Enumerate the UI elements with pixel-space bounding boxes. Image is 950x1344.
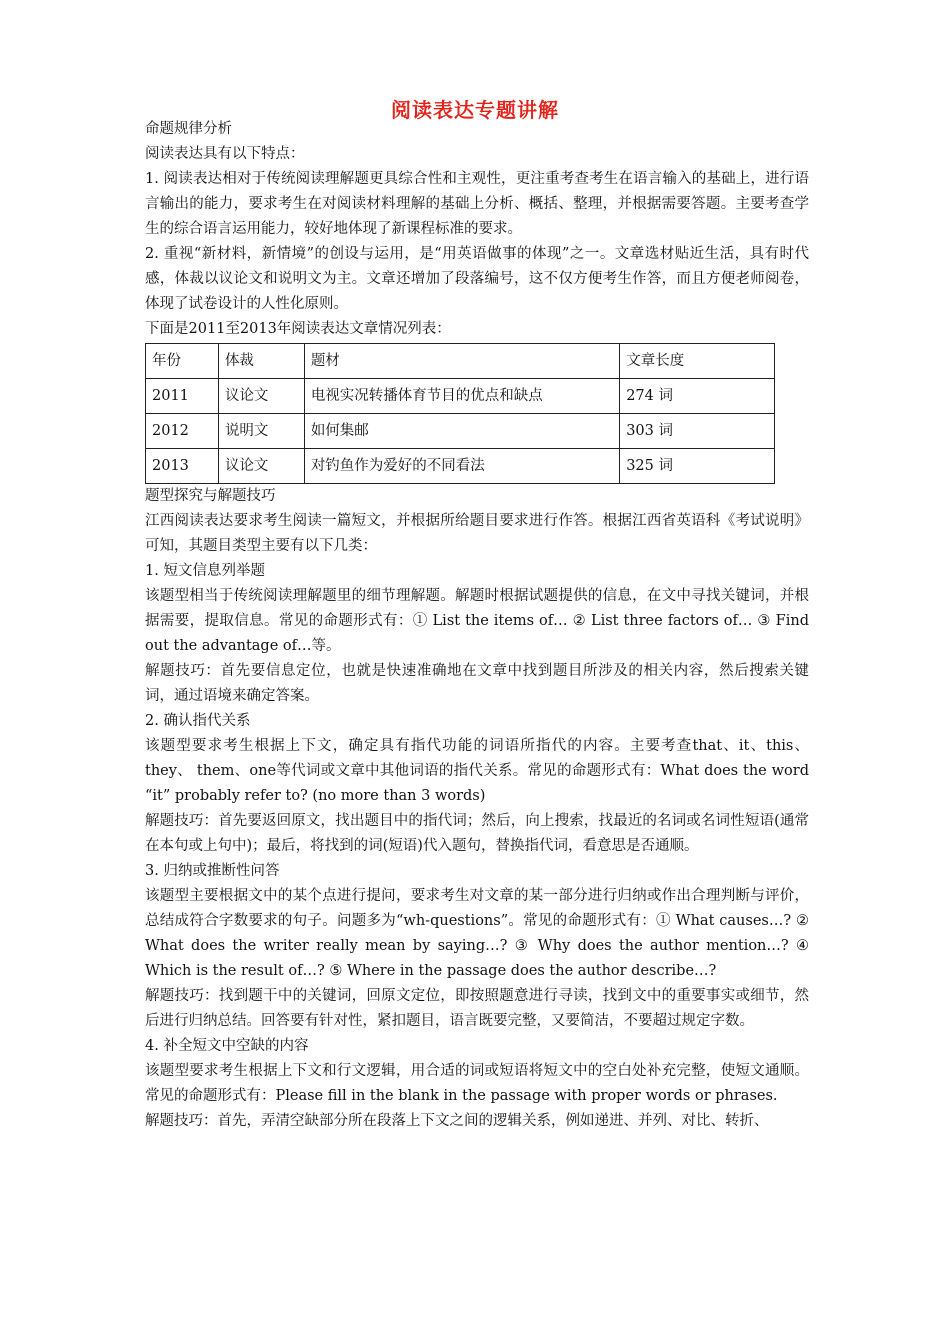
table-cell: 2011 bbox=[146, 379, 219, 414]
table-cell: 303 词 bbox=[620, 414, 775, 449]
section-heading: 题型探究与解题技巧 bbox=[145, 488, 276, 504]
table-cell: 274 词 bbox=[620, 379, 775, 414]
paragraph: 阅读表达具有以下特点： bbox=[145, 146, 305, 162]
table-row bbox=[146, 449, 775, 484]
type-tips: 解题技巧：找到题干中的关键词，回原文定位，即按照题意进行寻读，找到文中的重要事实或细节，然后进行归纳总结。回答要有针对性，紧扣题目，语言既要完整，又要简洁，不要超过规定字数。 bbox=[145, 988, 809, 1029]
table-cell: 说明文 bbox=[218, 414, 304, 449]
table-cell: 325 词 bbox=[620, 449, 775, 484]
table-cell: 2012 bbox=[146, 414, 219, 449]
table-row bbox=[146, 379, 775, 414]
type-description: 该题型相当于传统阅读理解题里的细节理解题。解题时根据试题提供的信息，在文中寻找关键词，并根据需要，提取信息。常见的命题形式有：① List the items of… ② List three factors of… ③ Find out the advantage of…等。 bbox=[145, 588, 809, 654]
paragraph: 2. 重视“新材料，新情境”的创设与运用，是“用英语做事的体现”之一。文章选材贴近生活，具有时代感，体裁以议论文和说明文为主。文章还增加了段落编号，这不仅方便考生作答，而且方便老师阅卷，体现了试卷设计的人性化原则。 bbox=[145, 246, 809, 312]
table-cell: 议论文 bbox=[218, 379, 304, 414]
page-title: 阅读表达专题讲解 bbox=[391, 98, 559, 122]
table-caption: 下面是2011至2013年阅读表达文章情况列表： bbox=[145, 321, 451, 337]
type-heading: 1. 短文信息列举题 bbox=[145, 563, 265, 579]
paragraph: 江西阅读表达要求考生阅读一篇短文，并根据所给题目要求进行作答。根据江西省英语科《考试说明》可知，其题目类型主要有以下几类： bbox=[145, 513, 809, 554]
type-tips: 解题技巧：首先要信息定位，也就是快速准确地在文章中找到题目所涉及的相关内容，然后搜索关键词，通过语境来确定答案。 bbox=[145, 663, 809, 704]
table-header-cell: 年份 bbox=[146, 344, 219, 379]
type-heading: 3. 归纳或推断性问答 bbox=[145, 863, 280, 879]
table-header-cell: 题材 bbox=[304, 344, 619, 379]
document-body bbox=[145, 117, 809, 1134]
article-table bbox=[145, 343, 775, 484]
table-header-row bbox=[146, 344, 775, 379]
type-description: 该题型要求考生根据上下文和行文逻辑，用合适的词或短语将短文中的空白处补充完整，使短文通顺。常见的命题形式有：Please fill in the blank in the passage with proper words or phrases. bbox=[145, 1063, 809, 1104]
paragraph: 1. 阅读表达相对于传统阅读理解题更具综合性和主观性，更注重考查考生在语言输入的基础上，进行语言输出的能力，要求考生在对阅读材料理解的基础上分析、概括、整理，并根据需要答题。主要考查学生的综合语言运用能力，较好地体现了新课程标准的要求。 bbox=[145, 171, 809, 237]
section-heading: 命题规律分析 bbox=[145, 121, 232, 137]
table-header-cell: 体裁 bbox=[218, 344, 304, 379]
type-tips: 解题技巧：首先要返回原文，找出题目中的指代词；然后，向上搜索，找最近的名词或名词性短语(通常在本句或上句中)；最后，将找到的词(短语)代入题句，替换指代词，看意思是否通顺。 bbox=[145, 813, 809, 854]
table-header-cell: 文章长度 bbox=[620, 344, 775, 379]
table-row bbox=[146, 414, 775, 449]
type-heading: 2. 确认指代关系 bbox=[145, 713, 251, 729]
table-cell: 电视实况转播体育节目的优点和缺点 bbox=[304, 379, 619, 414]
type-description: 该题型主要根据文中的某个点进行提问，要求考生对文章的某一部分进行归纳或作出合理判断与评价，总结成符合字数要求的句子。问题多为“wh-questions”。常见的命题形式有：① What causes…? ② What does the writer really mean by saying…? ③ Why does the author mention…? ④ Which is the result of…? ⑤ Where in the passage does the author describe…? bbox=[145, 888, 809, 979]
table-cell: 2013 bbox=[146, 449, 219, 484]
type-tips: 解题技巧：首先，弄清空缺部分所在段落上下文之间的逻辑关系，例如递进、并列、对比、转折、 bbox=[145, 1113, 769, 1129]
table-cell: 对钓鱼作为爱好的不同看法 bbox=[304, 449, 619, 484]
type-heading: 4. 补全短文中空缺的内容 bbox=[145, 1038, 309, 1054]
table-cell: 议论文 bbox=[218, 449, 304, 484]
table-cell: 如何集邮 bbox=[304, 414, 619, 449]
type-description: 该题型要求考生根据上下文，确定具有指代功能的词语所指代的内容。主要考查that、it、this、they、 them、one等代词或文章中其他词语的指代关系。常见的命题形式有：What does the word “it” probably refer to? (no more than 3 words) bbox=[145, 738, 809, 804]
